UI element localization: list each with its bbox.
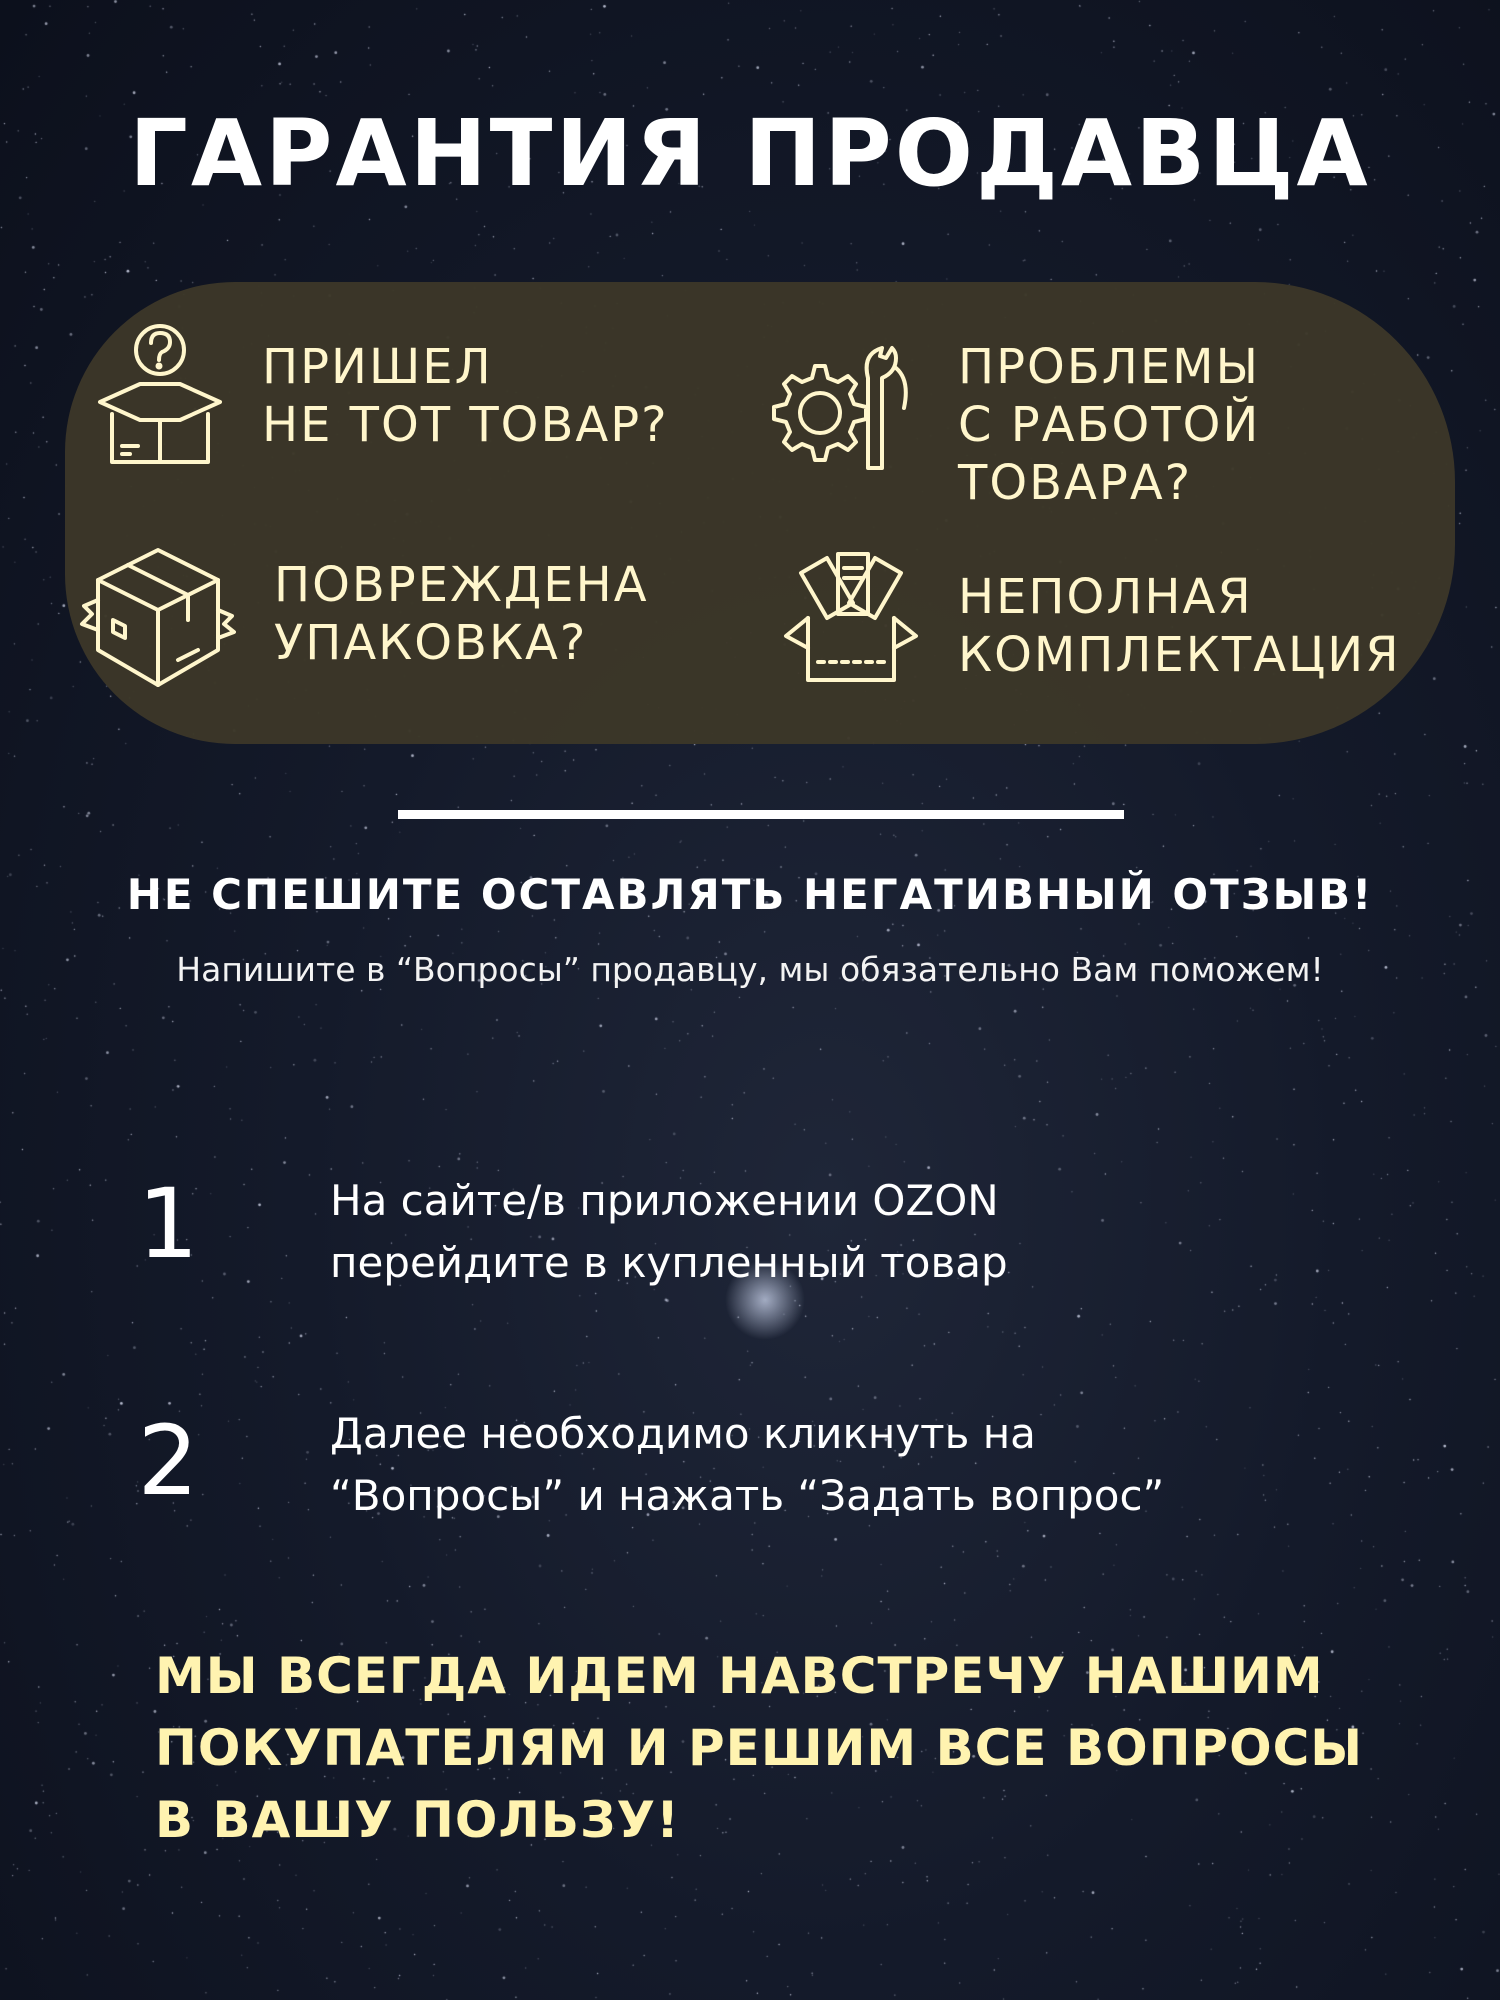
- page-title: ГАРАНТИЯ ПРОДАВЦА: [129, 100, 1371, 207]
- question-box-icon: [90, 322, 230, 472]
- step-text-1: На сайте/в приложении OZON перейдите в купленный товар: [330, 1176, 1008, 1287]
- step-number-2: 2: [137, 1405, 199, 1517]
- damaged-box-icon: [78, 540, 236, 695]
- feature-text-incomplete-set: НЕПОЛНАЯ КОМПЛЕКТАЦИЯ: [958, 569, 1401, 683]
- feature-text-product-problems: ПРОБЛЕМЫ С РАБОТОЙ ТОВАРА?: [958, 339, 1261, 511]
- feature-text-damaged-packaging: ПОВРЕЖДЕНА УПАКОВКА?: [274, 557, 649, 671]
- feature-text-wrong-item: ПРИШЕЛ НЕ ТОТ ТОВАР?: [262, 339, 669, 453]
- warning-subtext: Напишите в “Вопросы” продавцу, мы обязательно Вам поможем!: [176, 950, 1324, 989]
- gear-wrench-icon: [770, 338, 920, 478]
- closing-statement: МЫ ВСЕГДА ИДЕМ НАВСТРЕЧУ НАШИМ ПОКУПАТЕЛЯМ И РЕШИМ ВСЕ ВОПРОСЫ В ВАШУ ПОЛЬЗУ!: [155, 1647, 1364, 1849]
- divider: [398, 810, 1124, 819]
- step-text-2: Далее необходимо кликнуть на “Вопросы” и нажать “Задать вопрос”: [330, 1409, 1165, 1520]
- open-box-items-icon: [778, 548, 924, 688]
- warning-heading: НЕ СПЕШИТЕ ОСТАВЛЯТЬ НЕГАТИВНЫЙ ОТЗЫВ!: [126, 870, 1374, 919]
- step-number-1: 1: [137, 1168, 199, 1280]
